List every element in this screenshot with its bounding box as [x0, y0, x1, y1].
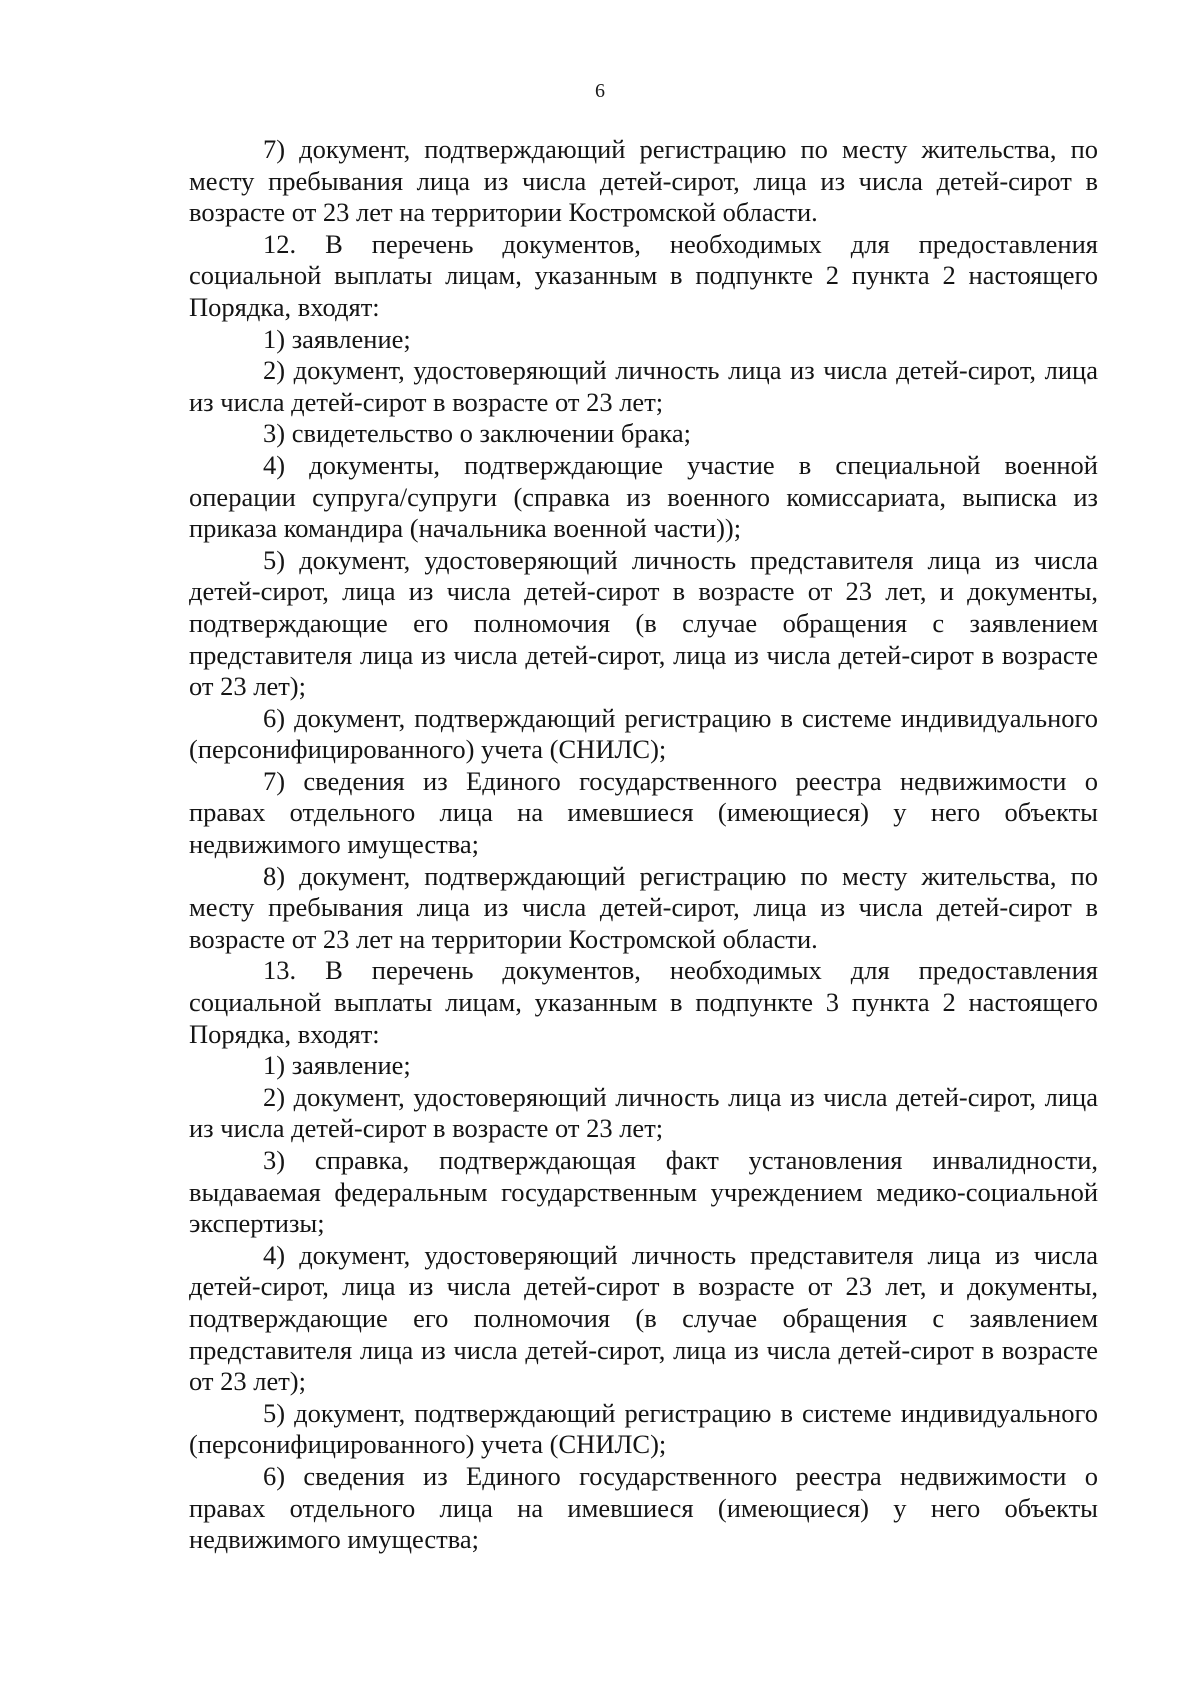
- paragraph-item-1-application: 1) заявление;: [263, 323, 411, 354]
- paragraph-item-4-military: 4) документы, подтверждающие участие в специальной военной операции супруга/супруги (справка из военного комиссариата, выписка из приказа командира (начальника военной части));: [189, 449, 1098, 544]
- paragraph-item-6-snils: 6) документ, подтверждающий регистрацию в системе индивидуального (персонифицированного) учета (СНИЛС);: [189, 702, 1098, 765]
- paragraph-item-3-disability: 3) справка, подтверждающая факт установления инвалидности, выдаваемая федеральным государственным учреждением медико-социальной экспертизы;: [189, 1145, 1098, 1239]
- paragraph-item-1-application: 1) заявление;: [263, 1050, 411, 1081]
- paragraph-item-7-registration: 7) документ, подтверждающий регистрацию по месту жительства, по месту пребывания лица из числа детей-сирот, лица из числа детей-сирот в возрасте от 23 лет на территории Костромской области.: [189, 134, 1098, 228]
- paragraph-item-2-identity: 2) документ, удостоверяющий личность лица из числа детей-сирот, лица из числа детей-сирот в возрасте от 23 лет;: [189, 355, 1098, 417]
- paragraph-item-2-identity: 2) документ, удостоверяющий личность лица из числа детей-сирот, лица из числа детей-сирот в возрасте от 23 лет;: [189, 1081, 1098, 1144]
- paragraph-item-4-representative: 4) документ, удостоверяющий личность представителя лица из числа детей-сирот, лица из числа детей-сирот в возрасте от 23 лет, и документы, подтверждающие его полномочия (в случае обращения с заявлением представителя лица из числа детей-сирот, лица из числа детей-сирот в возрасте от 23 лет);: [189, 1239, 1098, 1397]
- paragraph-item-5-representative: 5) документ, удостоверяющий личность представителя лица из числа детей-сирот, лица из числа детей-сирот в возрасте от 23 лет, и документы, подтверждающие его полномочия (в случае обращения с заявлением представителя лица из числа детей-сирот, лица из числа детей-сирот в возрасте от 23 лет);: [189, 544, 1098, 702]
- paragraph-item-6-real-estate: 6) сведения из Единого государственного реестра недвижимости о правах отдельного лица на имевшиеся (имеющиеся) у него объекты недвижимого имущества;: [189, 1460, 1098, 1555]
- paragraph-item-8-registration: 8) документ, подтверждающий регистрацию по месту жительства, по месту пребывания лица из числа детей-сирот, лица из числа детей-сирот в возрасте от 23 лет на территории Костромской области.: [189, 860, 1098, 954]
- paragraph-item-5-snils: 5) документ, подтверждающий регистрацию в системе индивидуального (персонифицированного) учета (СНИЛС);: [189, 1397, 1098, 1460]
- paragraph-item-7-real-estate: 7) сведения из Единого государственного реестра недвижимости о правах отдельного лица на имевшиеся (имеющиеся) у него объекты недвижимого имущества;: [189, 765, 1098, 860]
- page-number: 6: [595, 80, 605, 102]
- document-body: [189, 134, 1098, 1556]
- paragraph-section-12: 12. В перечень документов, необходимых для предоставления социальной выплаты лицам, указанным в подпункте 2 пункта 2 настоящего Порядка, входят:: [189, 228, 1098, 322]
- paragraph-item-3-marriage: 3) свидетельство о заключении брака;: [263, 418, 691, 449]
- paragraph-section-13: 13. В перечень документов, необходимых для предоставления социальной выплаты лицам, указанным в подпункте 3 пункта 2 настоящего Порядка, входят:: [189, 955, 1098, 1049]
